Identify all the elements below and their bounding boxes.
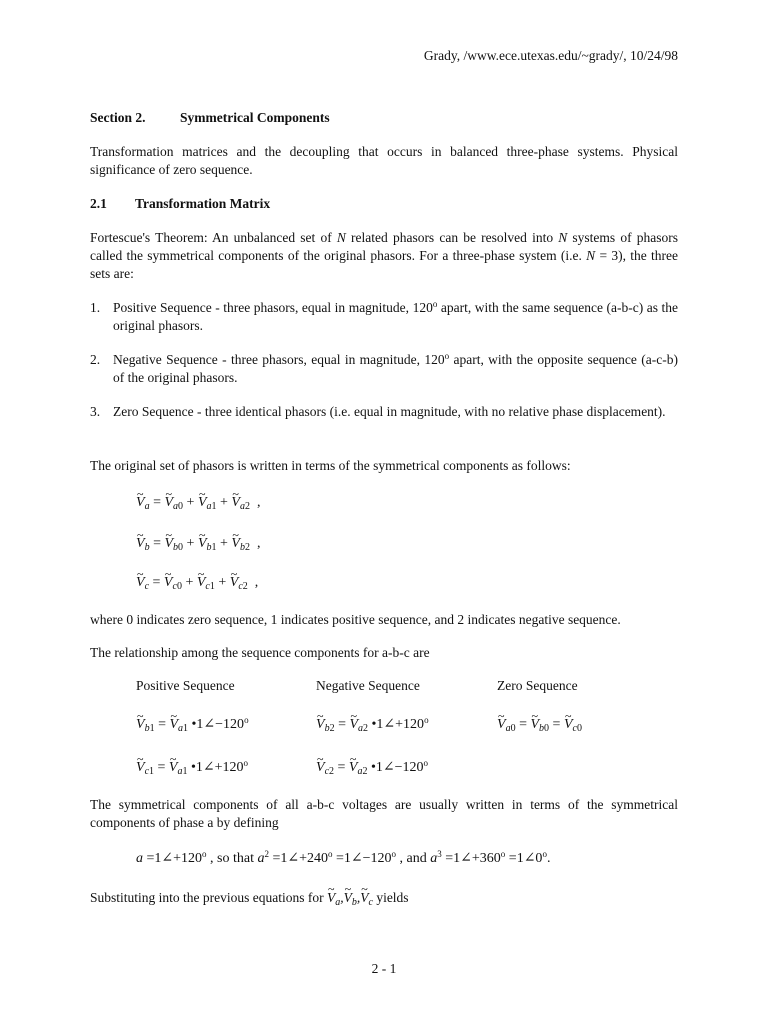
where-paragraph: where 0 indicates zero sequence, 1 indicates positive sequence, and 2 indicates negative sequence. <box>90 612 621 627</box>
equation-vb: ~ $V_b$ = ~ $V_{b0}$ + ~ $V_{b1}$ + ~ $V_{b2}$ , <box>136 535 260 553</box>
subsection-title: Transformation Matrix <box>135 196 271 211</box>
column-heading-zero: Zero Sequence <box>497 678 578 693</box>
equation-va0: ~ $V_{a0}$ = ~ $V_{b0}$ = ~ $V_{c0}$ <box>497 716 582 734</box>
subsection-heading <box>90 195 270 213</box>
equation-vc2: ~ $V_{c2}$ = ~ $V_{a2}$ $•1\angle-120^o$ <box>316 759 428 777</box>
relationship-paragraph: The relationship among the sequence components for a-b-c are <box>90 645 430 660</box>
column-heading-positive: Positive Sequence <box>136 678 235 693</box>
subsection-number: 2.1 <box>90 196 107 211</box>
page-number: 2 - 1 <box>371 961 397 976</box>
symmetrical-paragraph: The symmetrical components of all a-b-c voltages are usually written in terms of the symmetrical components of phase a by defining <box>90 797 678 830</box>
equation-va: ~ $V_a$ = ~ $V_{a0}$ + ~ $V_{a1}$ + ~ $V_{a2}$ , <box>136 494 260 512</box>
equation-vc1: ~ $V_{c1}$ = ~ $V_{a1}$ $•1\angle+120^o$ <box>136 759 248 777</box>
list-item-zero-sequence: 3. Zero Sequence - three identical phasors (i.e. equal in magnitude, with no relative phase displacement). <box>90 404 666 419</box>
list-item-negative-sequence: 2. Negative Sequence - three phasors, equal in magnitude, 120$^o$ apart, with the opposite sequence (a-c-b) of the original phasors. <box>90 351 678 385</box>
substituting-paragraph: Substituting into the previous equations for ~ $V_a,\sim$ $V_b,\sim$ $V_c$ yields <box>90 889 678 907</box>
list-item-positive-sequence: 1. Positive Sequence - three phasors, equal in magnitude, 120$^o$ apart, with the same sequence (a-b-c) as the original phasors. <box>90 299 678 333</box>
fortescue-paragraph: Fortescue's Theorem: An unbalanced set of N related phasors can be resolved into N systems of phasors called the symmetrical components of the original phasors. For a three-phase system (i.e. N = 3), the three sets are: <box>90 230 678 281</box>
original-set-paragraph: The original set of phasors is written in terms of the symmetrical components as follows: <box>90 458 571 473</box>
equation-a-operator: $a =1\angle+120^o$ , so that $a^2$ $=1\angle+240^o$ $=1\angle-120^o$ , and $a^3$ $=1\angle+360^o$ $=1\angle 0^o$. <box>136 849 551 866</box>
column-heading-negative: Negative Sequence <box>316 678 420 693</box>
intro-paragraph: Transformation matrices and the decoupling that occurs in balanced three-phase systems. Physical significance of zero sequence. <box>90 144 678 177</box>
section-heading <box>90 109 330 127</box>
section-title: Symmetrical Components <box>180 110 330 125</box>
equation-vb2: ~ $V_{b2}$ = ~ $V_{a2}$ $•1\angle+120^o$ <box>316 716 429 734</box>
section-number: Section 2. <box>90 110 146 125</box>
page-header-citation: Grady, /www.ece.utexas.edu/~grady/, 10/24/98 <box>423 48 678 63</box>
equation-vb1: ~ $V_{b1}$ = ~ $V_{a1}$ $•1\angle-120^o$ <box>136 716 249 734</box>
equation-vc: ~ $V_c$ = ~ $V_{c0}$ + ~ $V_{c1}$ + ~ $V_{c2}$ , <box>136 574 258 592</box>
